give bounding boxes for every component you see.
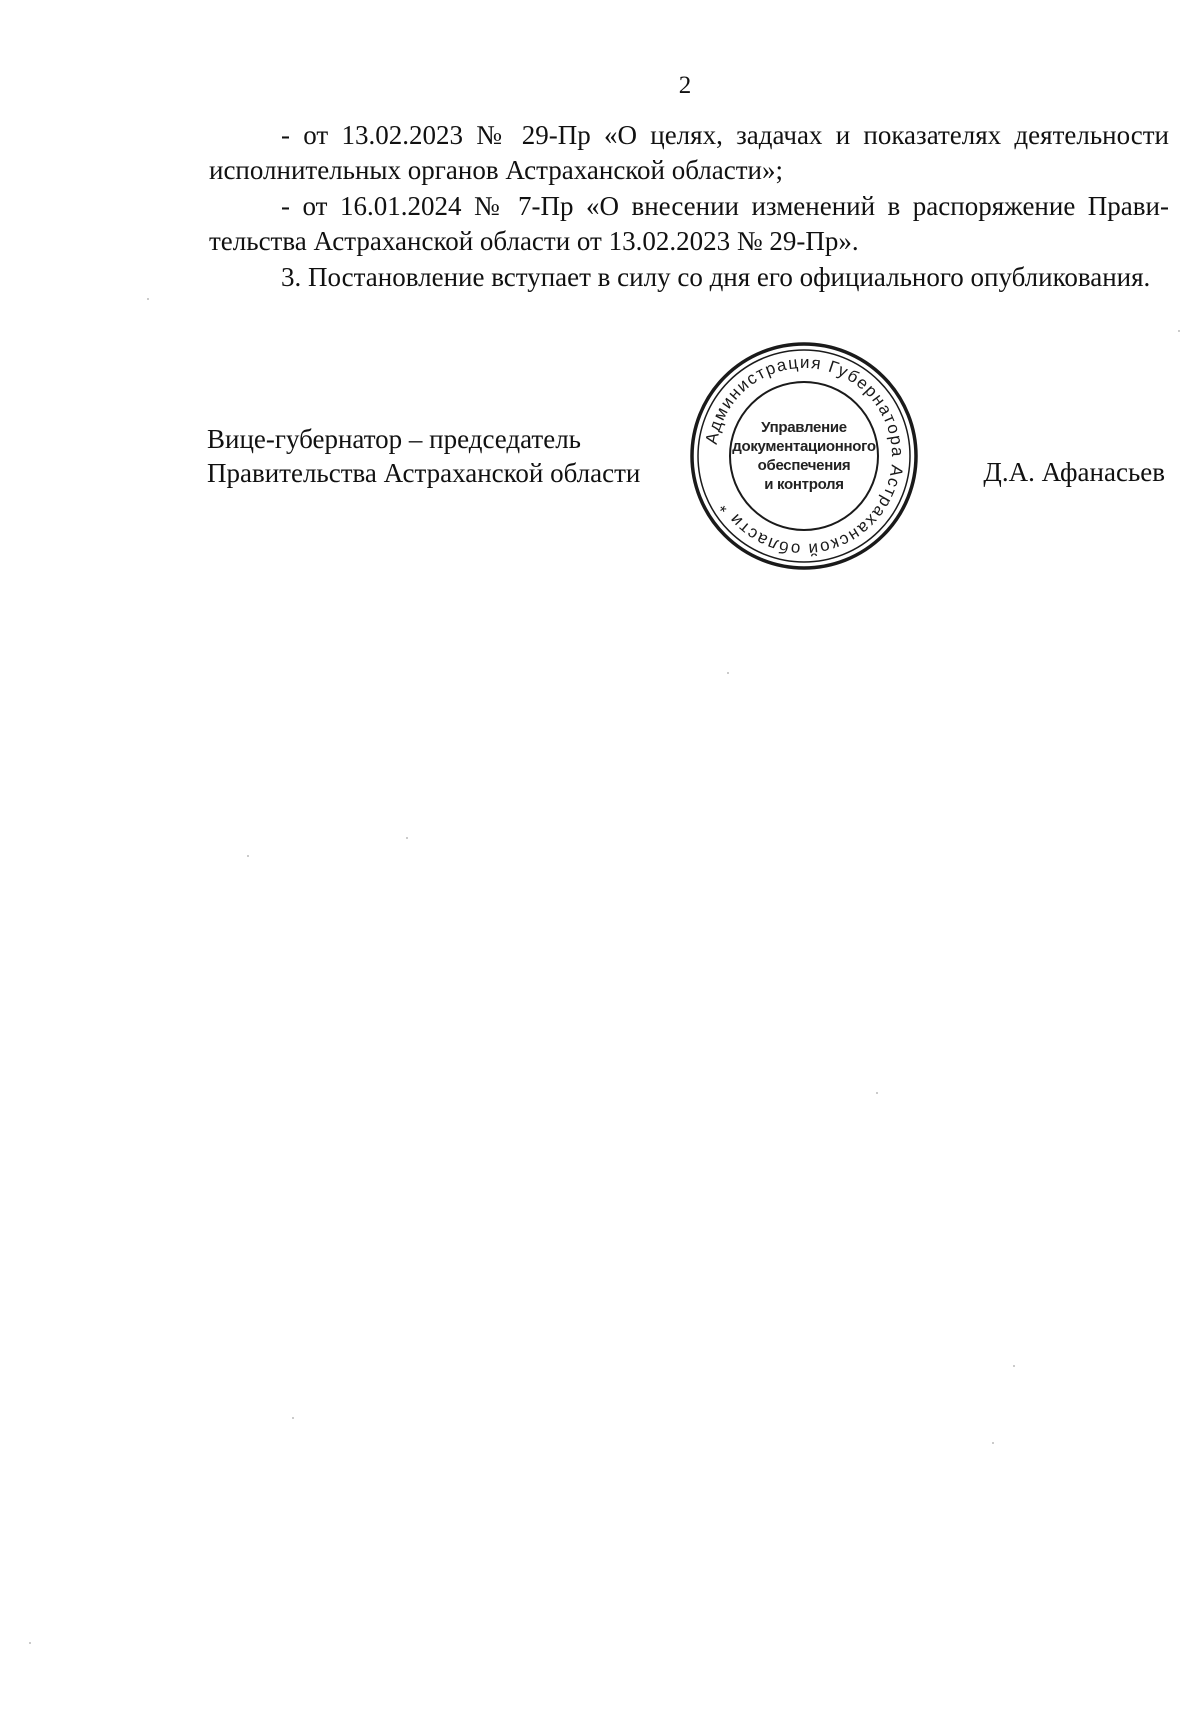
stamp-center-text	[729, 418, 879, 494]
signatory-name: Д.А. Афанасьев	[983, 457, 1165, 487]
official-stamp	[688, 340, 920, 572]
scan-speck	[406, 837, 408, 839]
page-number: 2	[678, 72, 692, 99]
signature-position-line-1: Вице-губернатор – председатель	[207, 424, 581, 454]
paragraph-2: - от 16.01.2024 № 7-Пр «О внесении изменений в распоряжение Правительства Астраханской области от 13.02.2023 № 29-Пр».	[209, 191, 1169, 256]
scan-speck	[876, 1092, 878, 1094]
body-text	[209, 118, 1169, 296]
stamp-center-line-3: обеспечения	[757, 457, 851, 474]
signature-position	[207, 422, 640, 490]
scan-speck	[29, 1642, 31, 1644]
signature-position-line-2: Правительства Астраханской области	[207, 458, 641, 488]
stamp-center-line-1: Управление	[761, 419, 847, 436]
scan-speck	[1013, 1365, 1015, 1367]
paragraph-1: - от 13.02.2023 № 29-Пр «О целях, задачах и показателях деятельности исполнительных органов Астраханской области»;	[209, 120, 1169, 185]
scan-speck	[147, 298, 149, 300]
scan-speck	[247, 855, 249, 857]
scan-speck	[727, 672, 729, 674]
paragraph-3: 3. Постановление вступает в силу со дня его официального опубликования.	[281, 262, 1151, 292]
stamp-ring-text: Администрация Губернатора Астраханской области *	[701, 352, 908, 560]
scan-speck	[1178, 330, 1180, 332]
scan-speck	[292, 1417, 294, 1419]
stamp-center-line-4: и контроля	[764, 476, 844, 493]
scan-speck	[992, 1442, 994, 1444]
stamp-center-line-2: документационного	[732, 438, 876, 455]
